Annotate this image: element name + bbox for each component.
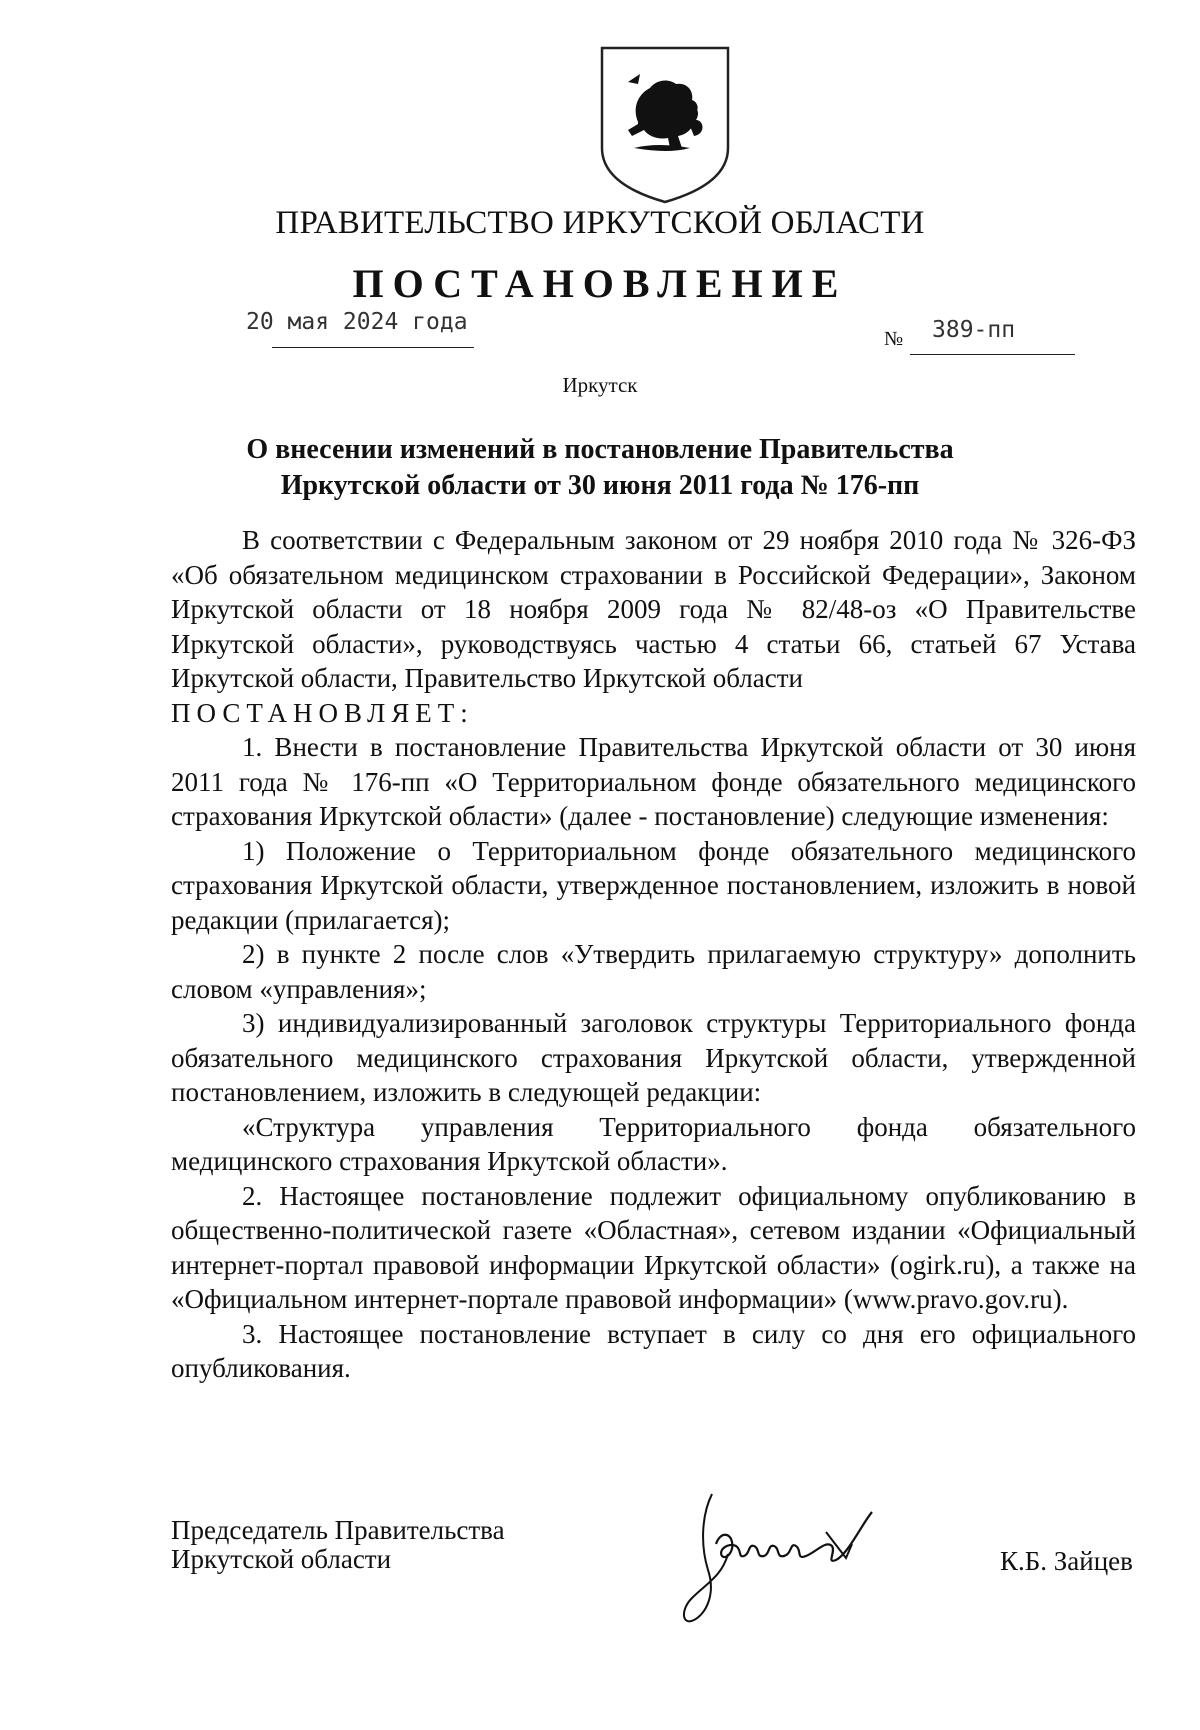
number-underline [910,354,1075,355]
date-underline [272,347,474,348]
document-title: О внесении изменений в постановление Правительства Иркутской области от 30 июня 2011 года № 176-пп [246,434,954,501]
paragraph-1-3: 3) индивидуализированный заголовок структуры Территориального фонда обязательного медицинского страхования Иркутской области, утвержденной постановлением, изложить в следующей редакции: [171,1008,1136,1107]
paragraph-1-1: 1) Положение о Территориальном фонде обязательного медицинского страхования Иркутской области, утвержденное постановлением, изложить в новой редакции (прилагается); [171,835,1136,935]
document-body [171,523,1136,1386]
document-number: 389-пп [932,317,1016,343]
signatory-role [171,1516,505,1574]
paragraph-3: 3. Настоящее постановление вступает в силу со дня его официального опубликования. [171,1318,1136,1383]
intro-paragraph: В соответствии с Федеральным законом от 29 ноября 2010 года № 326-ФЗ «Об обязательном медицинском страховании в Российской Федерации», Законом Иркутской области от 18 ноября 2009 года № 82/48-оз «О Правительстве Иркутской области», руководствуясь частью 4 статьи 66, статьей 67 Устава Иркутской области, Правительство Иркутской области [171,525,1136,693]
document-date: 20 мая 2024 года [246,309,468,335]
handwritten-signature [676,1484,916,1634]
signatory-role-line-2: Иркутской области [171,1544,392,1574]
quoted-heading: «Структура управления Территориального фонда обязательного медицинского страхования Иркутской области». [171,1111,1136,1176]
coat-of-arms-emblem [598,44,732,206]
signatory-role-line-1: Председатель Правительства [171,1515,505,1545]
document-type: ПОСТАНОВЛЕНИЕ [352,261,848,306]
number-label: № [884,328,904,350]
paragraph-2: 2. Настоящее постановление подлежит официальному опубликованию в общественно-политической газете «Областная», сетевом издании «Официальный интернет-портал правовой информации Иркутской области» (ogirk.ru), а также на «Официальном интернет-портале правовой информации» (www.pravo.gov.ru). [171,1180,1136,1314]
signatory-name: К.Б. Зайцев [1000,1546,1133,1576]
resolves-word: ПОСТАНОВЛЯЕТ: [171,697,474,728]
organization-name: ПРАВИТЕЛЬСТВО ИРКУТСКОЙ ОБЛАСТИ [275,205,925,241]
city: Иркутск [562,373,638,397]
paragraph-1: 1. Внести в постановление Правительства Иркутской области от 30 июня 2011 года № 176-пп «О Территориальном фонде обязательного медицинского страхования Иркутской области» (далее - постановление) следующие изменения: [171,732,1136,831]
paragraph-1-2: 2) в пункте 2 после слов «Утвердить прилагаемую структуру» дополнить словом «управления»; [171,939,1136,1004]
